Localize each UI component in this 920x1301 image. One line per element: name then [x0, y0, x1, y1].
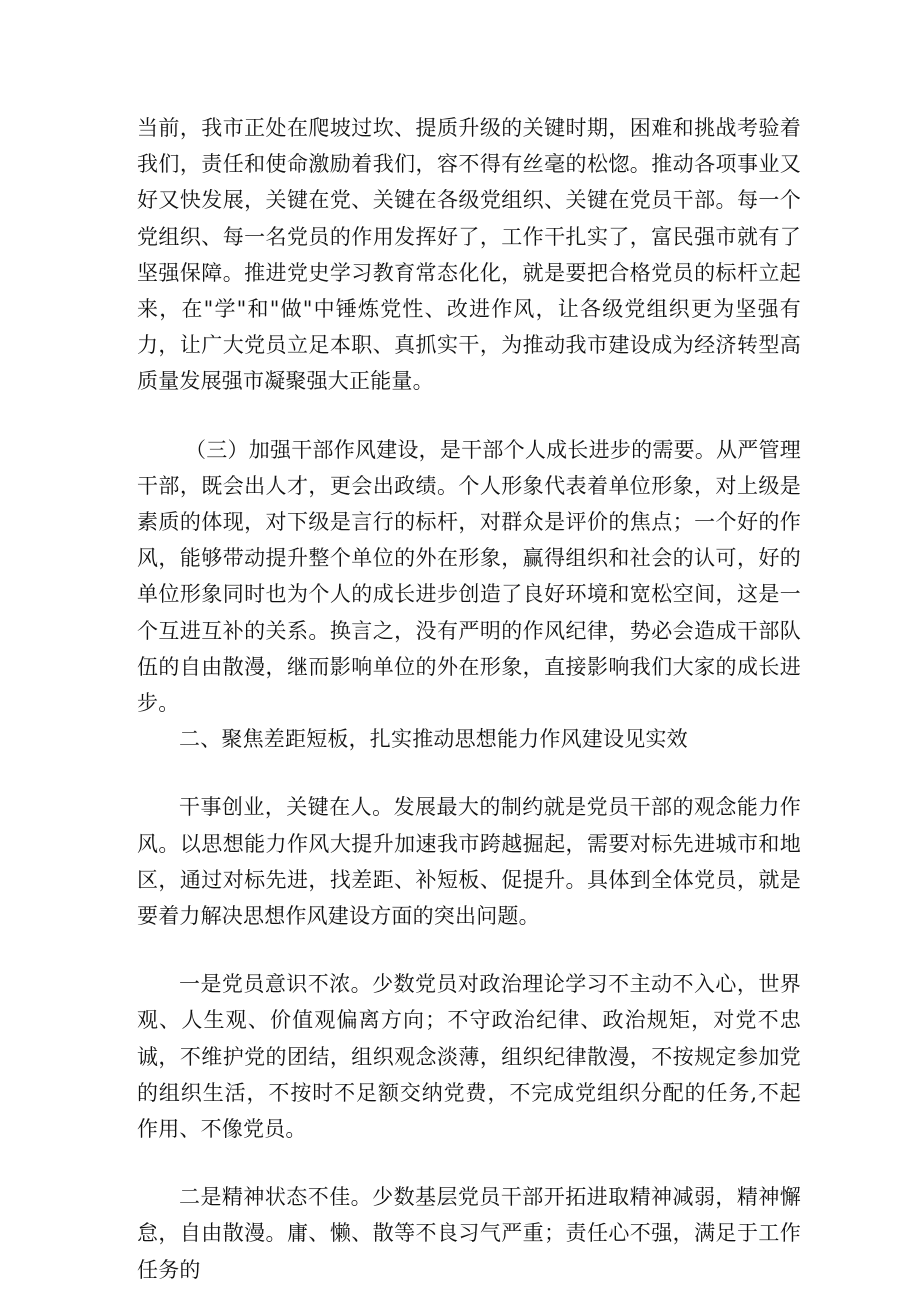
paragraph-cadre-growth: （三）加强干部作风建设，是干部个人成长进步的需要。从严管理干部，既会出人才，更会出政绩。个人形象代表着单位形象，对上级是素质的体现，对下级是言行的标杆，对群众是评价的焦点；一个好的作风，能够带动提升整个单位的外在形象，赢得组织和社会的认可，好的单位形象同时也为个人的成长进步创造了良好环境和宽松空间，这是一个互进互补的关系。换言之，没有严明的作风纪律，势必会造成干部队伍的自由散漫，继而影响单位的外在形象，直接影响我们大家的成长进步。 [137, 437, 801, 716]
paragraph-party-awareness: 一是党员意识不浓。少数党员对政治理论学习不主动不入心，世界观、人生观、价值观偏离方向；不守政治纪律、政治规矩，对党不忠诚，不维护党的团结，组织观念淡薄，组织纪律散漫，不按规定参加党的组织生活，不按时不足额交纳党费，不完成党组织分配的任务,不起作用、不像党员。 [137, 972, 801, 1142]
paragraph-spirit-state: 二是精神状态不佳。少数基层党员干部开拓进取精神减弱，精神懈怠，自由散漫。庸、懒、散等不良习气严重；责任心不强，满足于工作任务的 [137, 1185, 801, 1282]
section-heading-two: 二、聚焦差距短板，扎实推动思想能力作风建设见实效 [179, 727, 688, 752]
paragraph-key-in-people: 干事创业，关键在人。发展最大的制约就是党员干部的观念能力作风。以思想能力作风大提升加速我市跨越掘起，需要对标先进城市和地区，通过对标先进，找差距、补短板、促提升。具体到全体党员，就是要着力解决思想作风建设方面的突出问题。 [137, 795, 801, 929]
paragraph-current-situation: 当前，我市正处在爬坡过坎、提质升级的关键时期，困难和挑战考验着我们，责任和使命激励着我们，容不得有丝毫的松惚。推动各项事业又好又快发展，关键在党、关键在各级党组织、关键在党员干部。每一个党组织、每一名党员的作用发挥好了，工作干扎实了，富民强市就有了坚强保障。推进党史学习教育常态化化，就是要把合格党员的标杆立起来，在"学"和"做"中锤炼党性、改进作风，让各级党组织更为坚强有力，让广大党员立足本职、真抓实干，为推动我市建设成为经济转型高质量发展强市凝聚强大正能量。 [137, 116, 801, 394]
document-body [137, 110, 801, 1288]
